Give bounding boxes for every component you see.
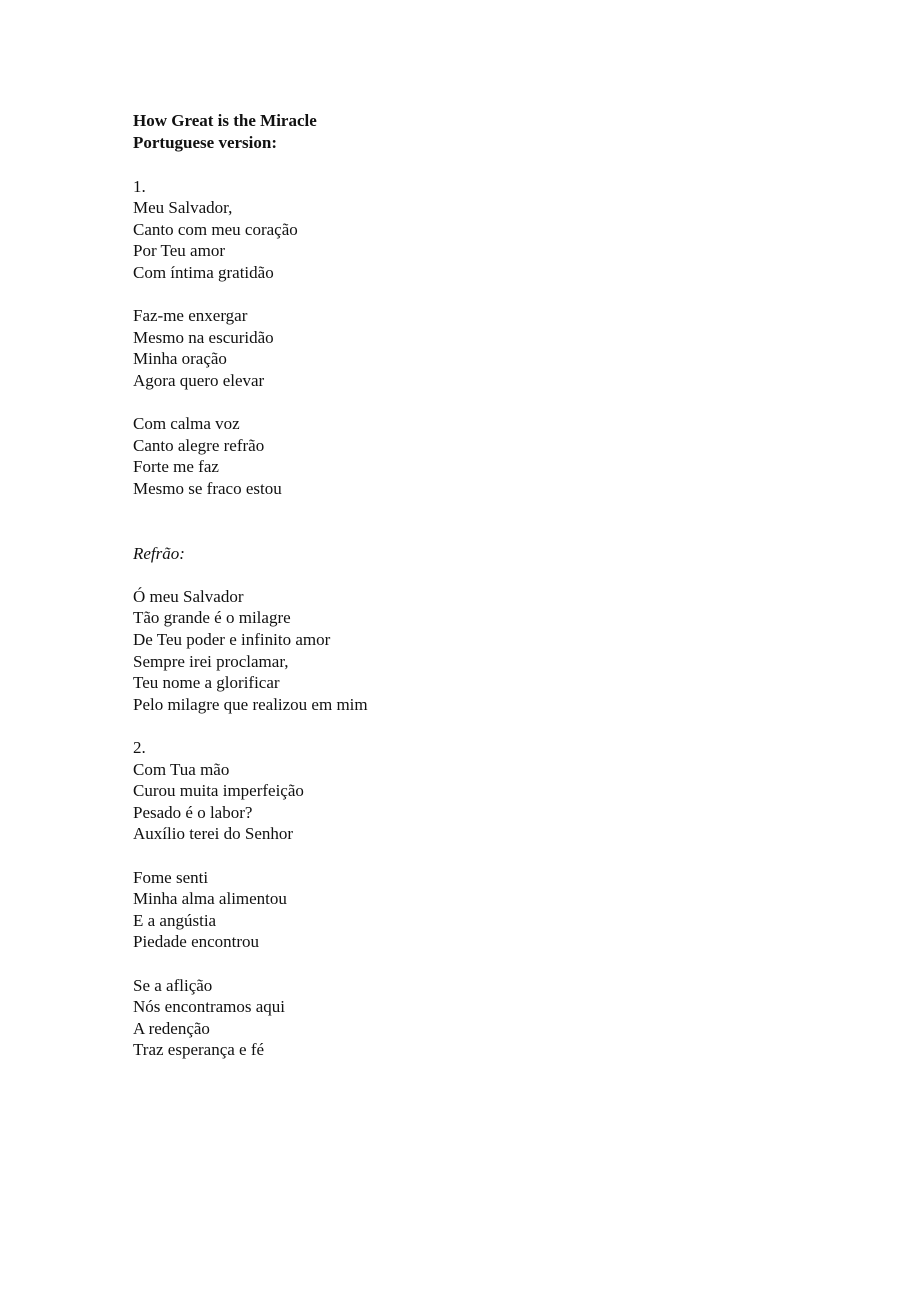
lyric-line: Pelo milagre que realizou em mim	[133, 694, 368, 714]
lyric-line: Canto com meu coração	[133, 219, 298, 239]
spacer	[133, 845, 833, 867]
lyric-line: E a angústia	[133, 910, 217, 930]
lyric-line: Com calma voz	[133, 414, 240, 434]
lyric-line: Minha oração	[133, 349, 227, 369]
lyric-line: Forte me faz	[133, 457, 219, 477]
lyric-line: Ó meu Salvador	[133, 586, 244, 606]
lyric-line: Canto alegre refrão	[133, 435, 265, 455]
song-subtitle: Portuguese version:	[133, 133, 278, 152]
lyric-line: Faz-me enxergar	[133, 306, 248, 326]
chorus	[133, 543, 833, 716]
lyric-line: De Teu poder e infinito amor	[133, 630, 331, 650]
lyric-line: Minha alma alimentou	[133, 889, 287, 909]
lyric-line: Meu Salvador,	[133, 198, 233, 218]
lyric-line: Piedade encontrou	[133, 932, 260, 952]
lyric-line: Sempre irei proclamar,	[133, 651, 289, 671]
spacer	[133, 953, 833, 975]
lyric-line: Fome senti	[133, 867, 209, 887]
verse-number: 1.	[133, 176, 146, 196]
lyrics-page	[133, 110, 833, 1061]
lyric-line: Agora quero elevar	[133, 370, 265, 390]
song-title: How Great is the Miracle	[133, 111, 317, 130]
lyric-line: Tão grande é o milagre	[133, 608, 291, 628]
lyric-line: Mesmo na escuridão	[133, 327, 274, 347]
verse-number: 2.	[133, 738, 146, 758]
lyric-line: Traz esperança e fé	[133, 1040, 265, 1060]
lyric-line: Curou muita imperfeição	[133, 781, 304, 801]
lyric-line: Se a aflição	[133, 975, 213, 995]
lyric-line: Teu nome a glorificar	[133, 673, 280, 693]
spacer	[133, 284, 833, 306]
lyric-line: Nós encontramos aqui	[133, 997, 286, 1017]
lyric-line: Por Teu amor	[133, 241, 225, 261]
spacer	[133, 154, 833, 176]
lyric-line: Pesado é o labor?	[133, 802, 253, 822]
verse-2	[133, 737, 833, 1061]
lyric-line: Com íntima gratidão	[133, 262, 274, 282]
spacer	[133, 392, 833, 414]
spacer	[133, 715, 833, 737]
lyric-line: A redenção	[133, 1018, 210, 1038]
lyric-line: Auxílio terei do Senhor	[133, 824, 294, 844]
spacer	[133, 564, 833, 586]
chorus-label: Refrão:	[133, 543, 185, 563]
lyric-line: Mesmo se fraco estou	[133, 478, 282, 498]
verse-1	[133, 176, 833, 500]
lyric-line: Com Tua mão	[133, 759, 230, 779]
spacer	[133, 500, 833, 522]
spacer	[133, 521, 833, 543]
